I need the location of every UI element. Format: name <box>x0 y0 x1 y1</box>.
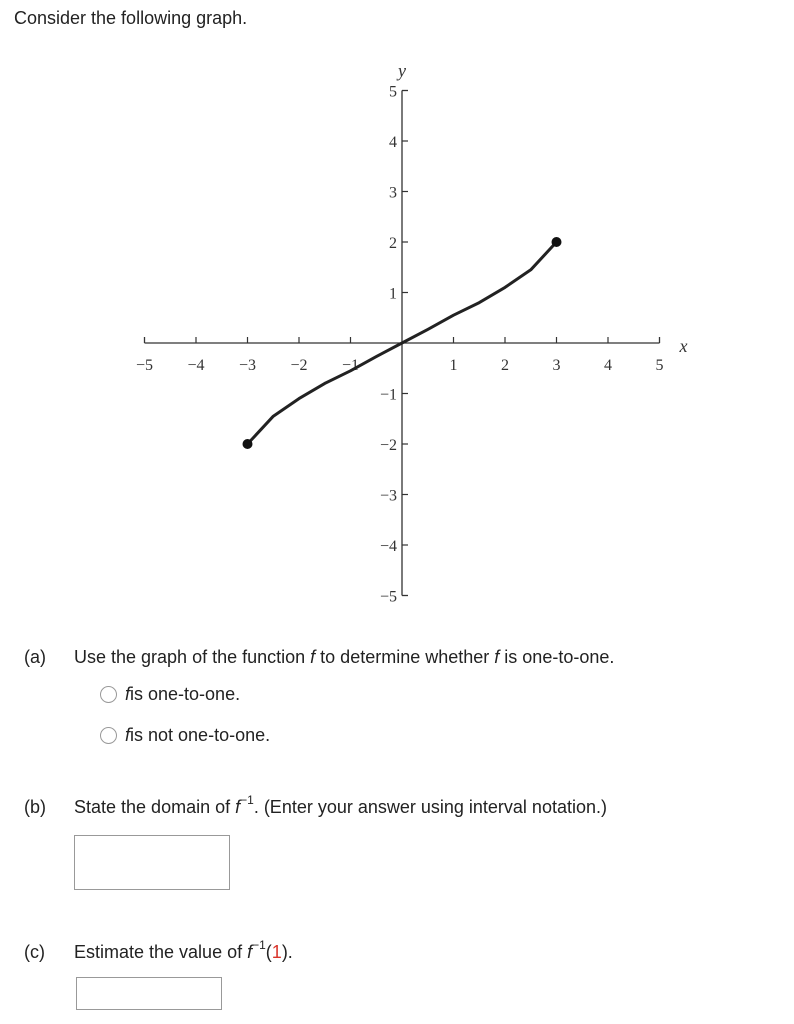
y-tick-label: 1 <box>389 285 397 303</box>
x-tick-label: −2 <box>290 357 308 374</box>
option-not-one-to-one[interactable] <box>100 725 270 746</box>
question-b-text-post: . (Enter your answer using interval notation.) <box>253 797 607 817</box>
question-a-text-mid: to determine whether <box>315 647 495 667</box>
x-tick-label: −5 <box>135 357 154 374</box>
question-b <box>24 795 607 818</box>
question-a-text-post: is one-to-one. <box>499 647 615 667</box>
question-c-f: f <box>247 942 253 962</box>
option-one-to-one-f: f <box>125 684 131 704</box>
question-c-text-pre: Estimate the value of <box>74 942 248 962</box>
radio-one-to-one[interactable] <box>100 686 117 703</box>
question-c-paren-close: ). <box>281 942 293 962</box>
x-tick-label: 1 <box>449 357 458 374</box>
x-tick-label: 4 <box>604 357 612 374</box>
endpoint-dot <box>552 237 562 247</box>
question-a <box>24 647 614 668</box>
x-tick-label: 5 <box>655 357 664 374</box>
option-one-to-one[interactable] <box>100 684 240 705</box>
question-b-inverse-sup: −1 <box>240 793 254 807</box>
x-axis-label: x <box>679 336 688 356</box>
x-tick-label: 2 <box>501 357 509 374</box>
question-c-arg: 1 <box>271 942 282 962</box>
y-tick-label: −2 <box>379 437 397 454</box>
y-tick-label: 2 <box>389 235 397 252</box>
y-tick-label: 5 <box>389 83 397 101</box>
intro-text: Consider the following graph. <box>14 8 248 28</box>
question-a-f2: f <box>494 647 500 667</box>
question-c <box>24 940 293 963</box>
option-not-one-to-one-label: is not one-to-one. <box>130 725 271 745</box>
y-axis-label: y <box>398 60 406 81</box>
y-tick-label: −4 <box>379 538 397 555</box>
inverse-value-input[interactable] <box>76 977 222 1010</box>
question-a-f1: f <box>310 647 316 667</box>
y-tick-label: −1 <box>379 386 397 404</box>
question-b-text-pre: State the domain of <box>74 797 236 817</box>
y-tick-label: 3 <box>389 184 397 202</box>
question-a-text-pre: Use the graph of the function <box>74 647 311 667</box>
y-tick-label: −3 <box>379 487 397 505</box>
question-c-paren-open: ( <box>265 942 272 962</box>
endpoint-dot <box>243 439 253 449</box>
x-tick-label: 3 <box>552 357 561 374</box>
question-b-f: f <box>235 797 241 817</box>
question-b-label: (b) <box>24 797 46 817</box>
question-c-inverse-sup: −1 <box>252 938 266 952</box>
y-tick-label: −5 <box>379 588 397 606</box>
question-c-label: (c) <box>24 942 45 962</box>
domain-answer-input[interactable] <box>74 835 230 890</box>
y-tick-label: 4 <box>389 134 397 151</box>
radio-not-one-to-one[interactable] <box>100 727 117 744</box>
x-tick-label: −3 <box>238 357 257 374</box>
question-a-label: (a) <box>24 647 46 667</box>
option-not-one-to-one-f: f <box>125 725 131 745</box>
option-one-to-one-label: is one-to-one. <box>130 684 241 704</box>
x-tick-label: −4 <box>187 357 205 374</box>
axes <box>145 61 688 596</box>
x-tick-label: −1 <box>341 357 360 374</box>
